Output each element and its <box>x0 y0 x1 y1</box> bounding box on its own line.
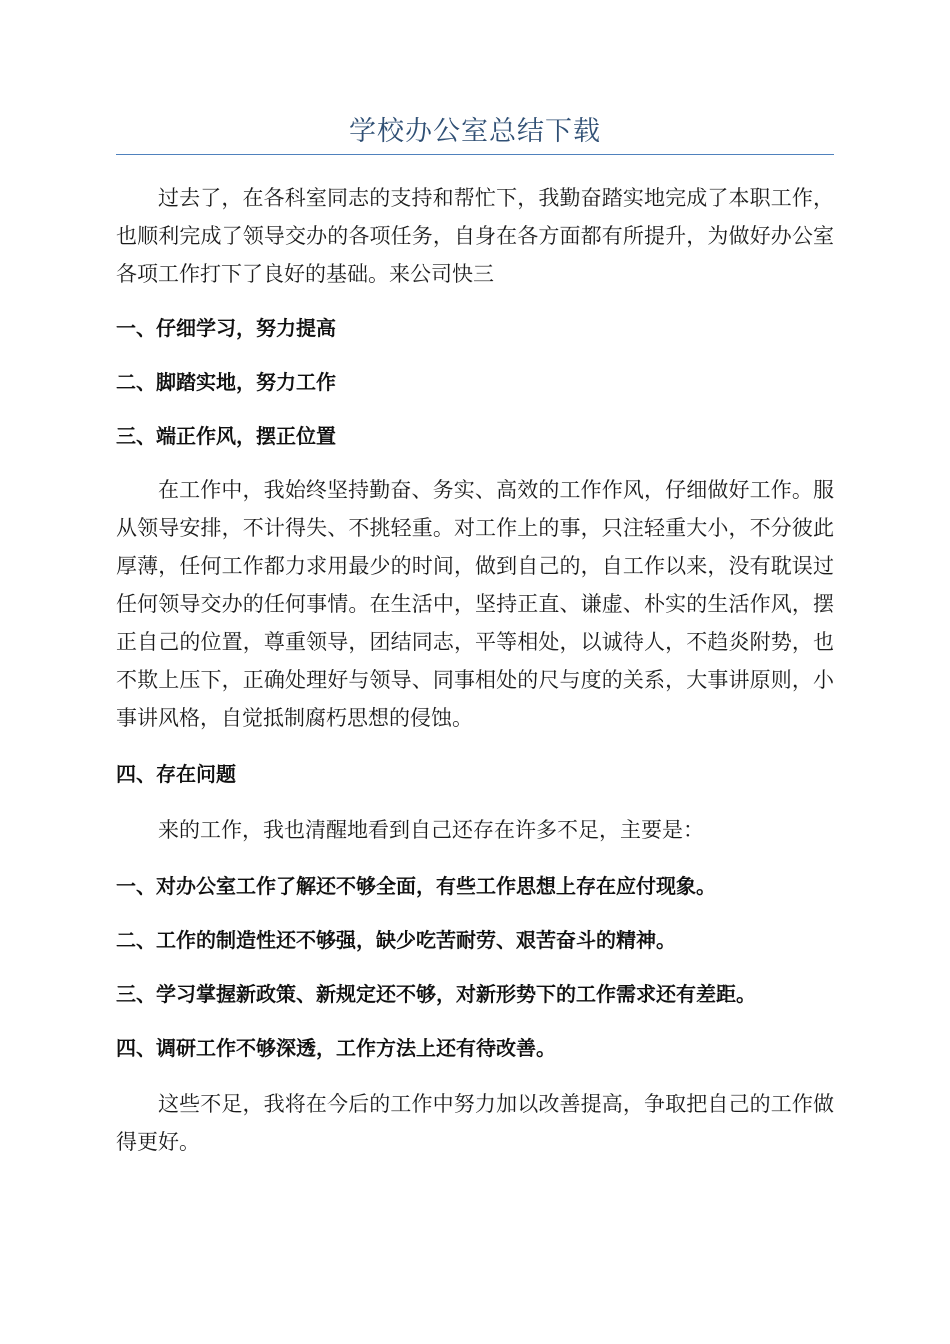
document-page <box>116 112 834 1161</box>
section-heading-3: 三、端正作风，摆正位置 <box>116 424 336 448</box>
problem-item-4: 四、调研工作不够深透，工作方法上还有待改善。 <box>116 1036 556 1060</box>
work-style-paragraph: 在工作中，我始终坚持勤奋、务实、高效的工作作风，仔细做好工作。服从领导安排，不计得失、不挑轻重。对工作上的事，只注轻重大小，不分彼此厚薄，任何工作都力求用最少的时间，做到自己的，自工作以来，没有耽误过任何领导交办的任何事情。在生活中，坚持正直、谦虚、朴实的生活作风，摆正自己的位置，尊重领导，团结同志，平等相处，以诚待人，不趋炎附势，也不欺上压下，正确处理好与领导、同事相处的尺与度的关系，大事讲原则，小事讲风格，自觉抵制腐朽思想的侵蚀。 <box>116 478 834 730</box>
intro-paragraph: 过去了，在各科室同志的支持和帮忙下，我勤奋踏实地完成了本职工作，也顺利完成了领导交办的各项任务，自身在各方面都有所提升，为做好办公室各项工作打下了良好的基础。来公司快三 <box>116 186 834 286</box>
problems-intro-paragraph: 来的工作，我也清醒地看到自己还存在许多不足，主要是： <box>158 818 704 842</box>
problem-item-3: 三、学习掌握新政策、新规定还不够，对新形势下的工作需求还有差距。 <box>116 982 756 1006</box>
section-heading-4: 四、存在问题 <box>116 762 236 786</box>
problem-item-1: 一、对办公室工作了解还不够全面，有些工作思想上存在应付现象。 <box>116 874 716 898</box>
closing-paragraph: 这些不足，我将在今后的工作中努力加以改善提高，争取把自己的工作做得更好。 <box>116 1092 834 1154</box>
document-title: 学校办公室总结下载 <box>349 116 601 147</box>
problem-item-2: 二、工作的制造性还不够强，缺少吃苦耐劳、艰苦奋斗的精神。 <box>116 928 676 952</box>
section-heading-1: 一、仔细学习，努力提高 <box>116 316 336 340</box>
section-heading-2: 二、脚踏实地，努力工作 <box>116 370 336 394</box>
